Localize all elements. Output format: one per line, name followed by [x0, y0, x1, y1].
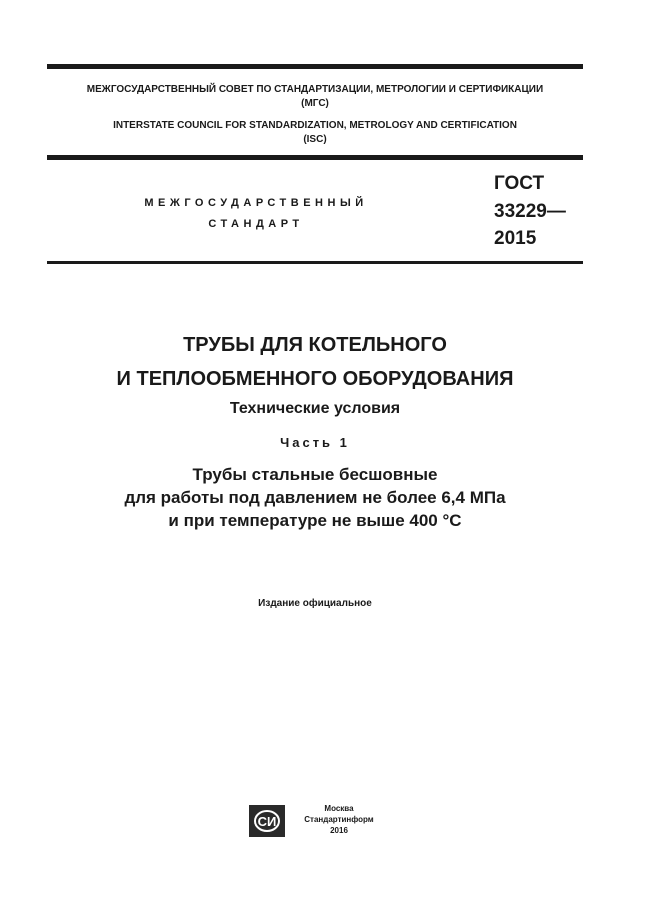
part-title-line1: Трубы стальные бесшовные [192, 465, 438, 484]
document-subtitle: Технические условия [229, 400, 401, 417]
top-rule [47, 64, 583, 69]
logo-text: СИ [257, 814, 277, 829]
council-abbr-en: (ISC) [303, 134, 327, 145]
document-title [47, 328, 583, 396]
designation-rule [47, 261, 583, 264]
publisher-year: 2016 [330, 826, 348, 835]
logo-mark [249, 805, 285, 837]
gost-label: ГОСТ [494, 173, 545, 194]
standard-type-line2: СТАНДАРТ [208, 218, 304, 230]
part-title-line3: и при температуре не выше 400 °С [168, 511, 462, 530]
edition-note: Издание официальное [258, 598, 372, 609]
part-title [47, 463, 583, 532]
gost-number: 33229— [494, 201, 566, 222]
publisher-imprint [296, 803, 382, 836]
part-number: Часть 1 [280, 435, 350, 450]
gost-year: 2015 [494, 228, 537, 249]
document-title-line1: ТРУБЫ ДЛЯ КОТЕЛЬНОГО [183, 334, 447, 356]
publisher-city: Москва [324, 804, 354, 813]
council-name-en [47, 119, 583, 147]
standard-type-line1: МЕЖГОСУДАРСТВЕННЫЙ [144, 197, 368, 209]
document-title-line2: И ТЕПЛООБМЕННОГО ОБОРУДОВАНИЯ [116, 368, 514, 390]
standartinform-logo-icon [249, 805, 285, 837]
part-title-line2: для работы под давлением не более 6,4 МПа [124, 488, 506, 507]
council-name-en-line: INTERSTATE COUNCIL FOR STANDARDIZATION, METROLOGY AND CERTIFICATION [113, 120, 517, 131]
header-rule [47, 155, 583, 160]
publisher-name: Стандартинформ [304, 815, 374, 824]
standard-type [96, 193, 416, 235]
council-name-ru-line: МЕЖГОСУДАРСТВЕННЫЙ СОВЕТ ПО СТАНДАРТИЗАЦИИ, МЕТРОЛОГИИ И СЕРТИФИКАЦИИ [86, 84, 544, 95]
council-abbr-ru: (МГС) [301, 98, 329, 109]
council-name-ru [47, 83, 583, 111]
